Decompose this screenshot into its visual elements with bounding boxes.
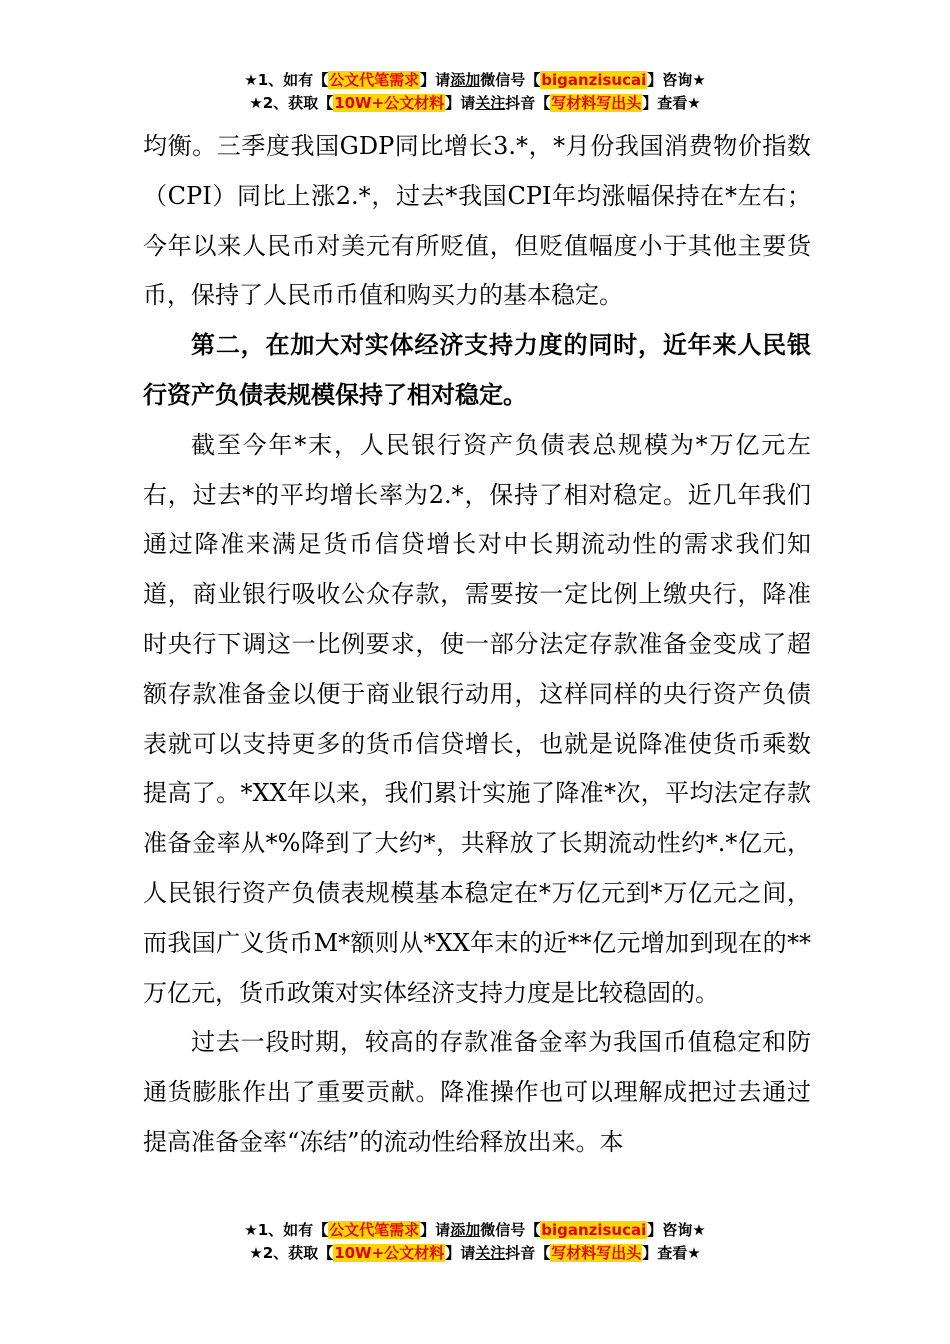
highlight-tag: 公文代笔需求 xyxy=(329,1221,420,1239)
footer-text: 抖音【 xyxy=(505,1244,551,1262)
header-text: 微信号【 xyxy=(480,71,541,89)
section-heading: 第二，在加大对实体经济支持力度的同时，近年来人民银行资产负债表规模保持了相对稳定。 xyxy=(143,331,811,409)
footer-text: ★1、如有【 xyxy=(244,1221,329,1239)
document-body xyxy=(143,122,811,1168)
footer-banner xyxy=(0,1219,950,1265)
highlight-tag: biganzisucai xyxy=(541,1221,647,1239)
header-line-1 xyxy=(0,69,950,92)
header-text: ★2、获取【 xyxy=(249,94,334,112)
footer-text: 】查看★ xyxy=(642,1244,701,1262)
header-text: 】请 xyxy=(445,94,476,112)
underlined-text: 添加 xyxy=(450,1221,481,1239)
underlined-text: 添加 xyxy=(450,71,481,89)
header-line-2 xyxy=(0,92,950,115)
highlight-tag: 写材料写出头 xyxy=(551,94,642,112)
footer-text: 】请 xyxy=(420,1221,451,1239)
highlight-tag: 10W+公文材料 xyxy=(334,94,445,112)
footer-line-2 xyxy=(0,1242,950,1265)
footer-text: 】咨询★ xyxy=(647,1221,706,1239)
paragraph-4: 过去一段时期，较高的存款准备金率为我国币值稳定和防通货膨胀作出了重要贡献。降准操作也可以理解成把过去通过提高准备金率“冻结”的流动性给释放出来。本 xyxy=(143,1028,811,1156)
highlight-tag: biganzisucai xyxy=(541,71,647,89)
highlight-tag: 写材料写出头 xyxy=(551,1244,642,1262)
paragraph-3: 截至今年*末，人民银行资产负债表总规模为*万亿元左右，过去*的平均增长率为2.*，保持了相对稳定。近几年我们通过降准来满足货币信贷增长对中长期流动性的需求我们知道，商业银行吸收公众存款，需要按一定比例上缴央行，降准时央行下调这一比例要求，使一部分法定存款准备金变成了超额存款准备金以便于商业银行动用，这样同样的央行资产负债表就可以支持更多的货币信贷增长，也就是说降准使货币乘数提高了。*XX年以来，我们累计实施了降准*次，平均法定存款准备金率从*%降到了大约*，共释放了长期流动性约*.*亿元，人民银行资产负债表规模基本稳定在*万亿元到*万亿元之间，而我国广义货币M*额则从*XX年末的近**亿元增加到现在的**万亿元，货币政策对实体经济支持力度是比较稳固的。 xyxy=(143,430,811,1007)
paragraph-1: 均衡。三季度我国GDP同比增长3.*，*月份我国消费物价指数（CPI）同比上涨2.*，过去*我国CPI年均涨幅保持在*左右；今年以来人民币对美元有所贬值，但贬值幅度小于其他主要货币，保持了人民币币值和购买力的基本稳定。 xyxy=(143,132,811,310)
footer-text: 微信号【 xyxy=(480,1221,541,1239)
header-text: 抖音【 xyxy=(505,94,551,112)
header-text: ★1、如有【 xyxy=(244,71,329,89)
footer-text: ★2、获取【 xyxy=(249,1244,334,1262)
header-text: 】咨询★ xyxy=(647,71,706,89)
underlined-text: 关注 xyxy=(475,1244,506,1262)
highlight-tag: 10W+公文材料 xyxy=(334,1244,445,1262)
header-text: 】请 xyxy=(420,71,451,89)
footer-text: 】请 xyxy=(445,1244,476,1262)
header-banner xyxy=(0,69,950,115)
footer-line-1 xyxy=(0,1219,950,1242)
highlight-tag: 公文代笔需求 xyxy=(329,71,420,89)
header-text: 】查看★ xyxy=(642,94,701,112)
underlined-text: 关注 xyxy=(475,94,506,112)
